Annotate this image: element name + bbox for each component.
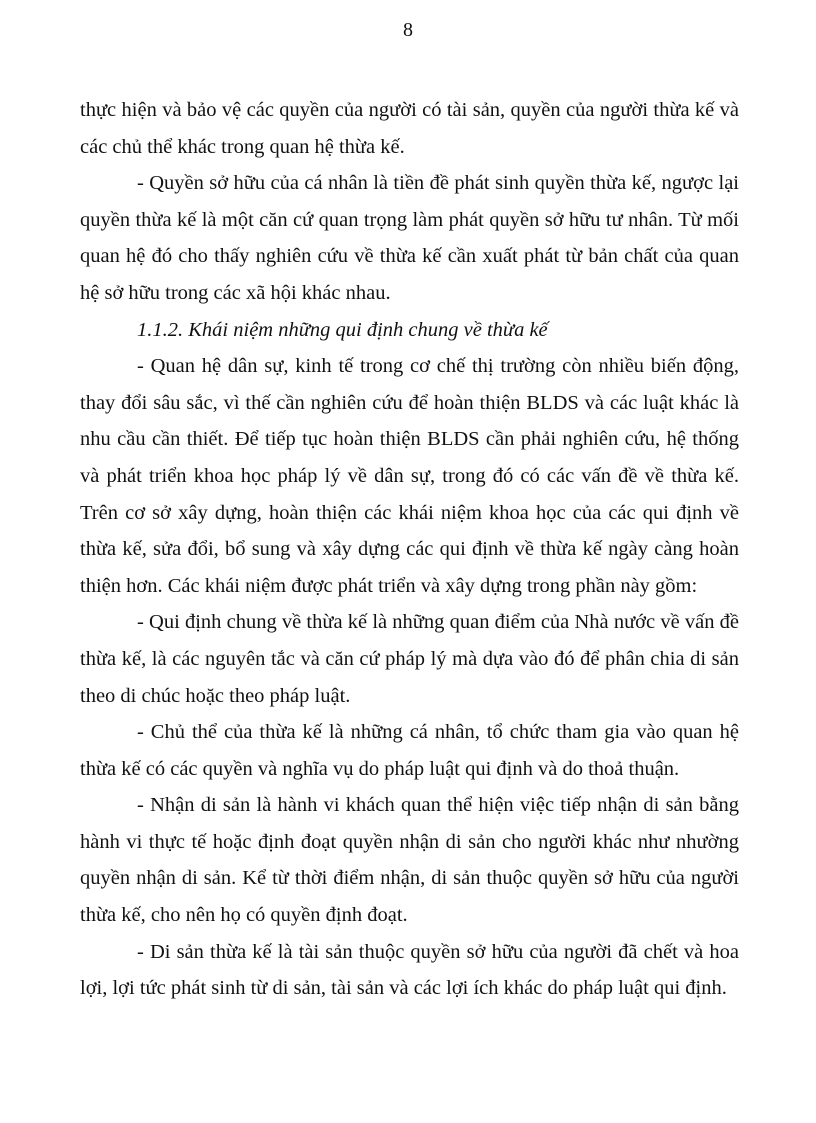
document-body xyxy=(80,92,739,1007)
paragraph-continuation: thực hiện và bảo vệ các quyền của người có tài sản, quyền của người thừa kế và các chủ thể khác trong quan hệ thừa kế. xyxy=(80,99,739,158)
paragraph-estate-definition: - Di sản thừa kế là tài sản thuộc quyền sở hữu của người đã chết và hoa lợi, lợi tức phát sinh từ di sản, tài sản và các lợi ích khác do pháp luật qui định. xyxy=(80,940,739,1000)
paragraph-receiving-estate: - Nhận di sản là hành vi khách quan thể hiện việc tiếp nhận di sản bằng hành vi thực tế hoặc định đoạt quyền nhận di sản cho người khác như nhường quyền nhận di sản. Kể từ thời điểm nhận, di sản thuộc quyền sở hữu của người thừa kế, cho nên họ có quyền định đoạt. xyxy=(80,794,739,927)
paragraph-civil-relations: - Quan hệ dân sự, kinh tế trong cơ chế thị trường còn nhiều biến động, thay đổi sâu sắc, vì thế cần nghiên cứu để hoàn thiện BLDS và các luật khác là nhu cầu cần thiết. Để tiếp tục hoàn thiện BLDS cần phải nghiên cứu, hệ thống và phát triển khoa học pháp lý về dân sự, trong đó có các vấn đề về thừa kế. Trên cơ sở xây dựng, hoàn thiện các khái niệm khoa học của các qui định về thừa kế, sửa đổi, bổ sung và xây dựng các qui định về thừa kế ngày càng hoàn thiện hơn. Các khái niệm được phát triển và xây dựng trong phần này gồm: xyxy=(80,355,739,597)
page-number: 8 xyxy=(403,19,413,41)
paragraph-ownership: - Quyền sở hữu của cá nhân là tiền đề phát sinh quyền thừa kế, ngược lại quyền thừa kế là một căn cứ quan trọng làm phát quyền sở hữu tư nhân. Từ mối quan hệ đó cho thấy nghiên cứu về thừa kế cần xuất phát từ bản chất của quan hệ sở hữu trong các xã hội khác nhau. xyxy=(80,172,739,304)
paragraph-subjects: - Chủ thể của thừa kế là những cá nhân, tổ chức tham gia vào quan hệ thừa kế có các quyền và nghĩa vụ do pháp luật qui định và do thoả thuận. xyxy=(80,721,739,780)
paragraph-general-rules: - Qui định chung về thừa kế là những quan điểm của Nhà nước về vấn đề thừa kế, là các nguyên tắc và căn cứ pháp lý mà dựa vào đó để phân chia di sản theo di chúc hoặc theo pháp luật. xyxy=(80,611,739,707)
section-heading: 1.1.2. Khái niệm những qui định chung về thừa kế xyxy=(137,318,548,341)
